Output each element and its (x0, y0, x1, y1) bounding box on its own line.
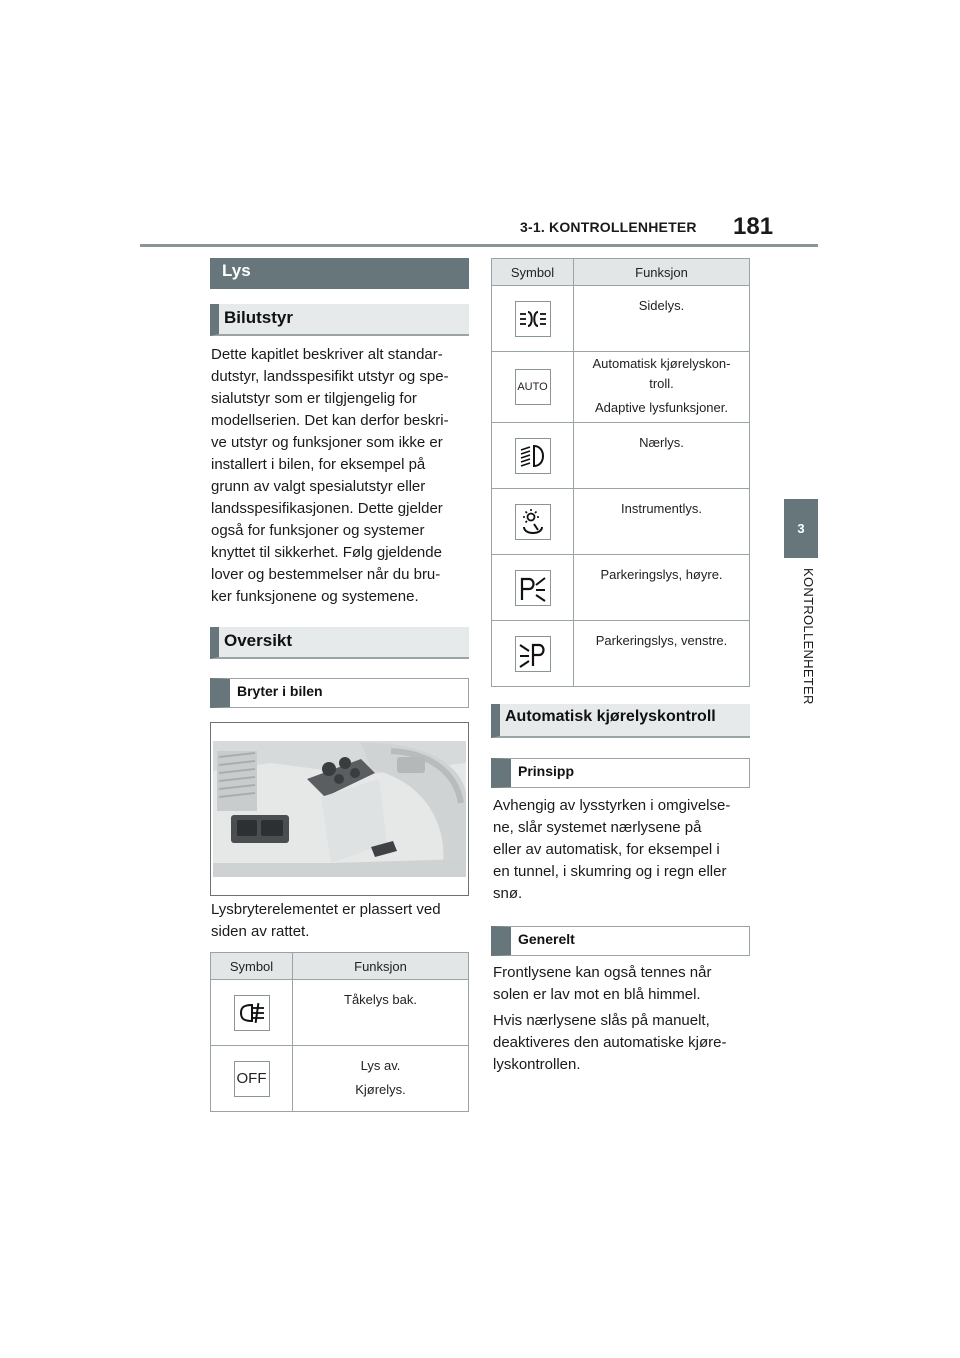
rear-fog-light-icon (234, 995, 270, 1031)
off-icon: OFF (234, 1061, 270, 1097)
function-cell (574, 423, 750, 489)
function-cell (574, 621, 750, 687)
text-line: Lysbryterelementet er plassert ved (211, 901, 441, 918)
heading-automatisk-kjorelyskontroll: Automatisk kjørelyskontroll (491, 704, 750, 738)
text-line: grunn av valgt spesialutstyr eller (211, 478, 426, 495)
heading-oversikt: Oversikt (210, 627, 469, 659)
table-row (492, 621, 750, 687)
function-text: Instrumentlys. (621, 501, 702, 516)
text-line: ker funksjonene og systemene. (211, 588, 419, 605)
text-line: ne, slår systemet nærlysene på (493, 819, 702, 836)
function-cell (293, 980, 469, 1046)
table-row (492, 555, 750, 621)
text-line: siden av rattet. (211, 923, 310, 940)
text-line: Avhengig av lysstyrken i omgivelse- (493, 797, 731, 814)
symbol-cell (211, 1046, 293, 1112)
symbol-cell (492, 423, 574, 489)
chapter-tab-number: 3 (784, 499, 818, 558)
function-cell (574, 489, 750, 555)
heading-lys: Lys (210, 258, 469, 289)
intro-paragraph (211, 344, 473, 608)
text-line: også for funksjoner og systemer (211, 522, 425, 539)
function-cell (574, 352, 750, 423)
side-lights-icon (515, 301, 551, 337)
chapter-tab-label: KONTROLLENHETER (801, 568, 816, 705)
auto-icon: AUTO (515, 369, 551, 405)
light-switch-illustration (211, 723, 468, 895)
text-line: sialutstyr som er tilgjengelig for (211, 390, 417, 407)
table-header-row (492, 259, 750, 286)
function-text: Sidelys. (638, 298, 685, 313)
text-line: snø. (493, 885, 523, 902)
text-line: Frontlysene kan også tennes når (493, 964, 712, 981)
table-row (492, 489, 750, 555)
function-text: Parkeringslys, venstre. (595, 633, 728, 648)
function-text: Automatisk kjørelyskon- (592, 356, 731, 371)
function-cell (574, 555, 750, 621)
column-header-symbol: Symbol (211, 953, 293, 980)
symbol-table-right (491, 258, 750, 687)
prinsipp-paragraph (493, 795, 755, 905)
symbol-table-left (210, 952, 469, 1112)
text-line: en tunnel, i skumring og i regn eller (493, 863, 727, 880)
function-text: Adaptive lysfunksjoner. (595, 400, 728, 415)
generelt-paragraph-2 (493, 1010, 755, 1076)
symbol-cell (211, 980, 293, 1046)
instrument-lighting-icon (515, 504, 551, 540)
function-text: Kjørelys. (355, 1082, 406, 1097)
low-beam-icon (515, 438, 551, 474)
column-header-function: Funksjon (293, 953, 469, 980)
symbol-cell (492, 286, 574, 352)
table-row (492, 423, 750, 489)
text-line: modellserien. Det kan derfor beskri- (211, 412, 449, 429)
symbol-cell (492, 555, 574, 621)
text-line: ve utstyr og funksjoner som ikke er (211, 434, 443, 451)
table-row (492, 352, 750, 423)
text-line: lover og bestemmelser når du bru- (211, 566, 441, 583)
subheading-bryter-i-bilen: Bryter i bilen (210, 678, 469, 708)
light-switch-photo (210, 722, 469, 896)
column-header-symbol: Symbol (492, 259, 574, 286)
text-line: deaktiveres den automatiske kjøre- (493, 1034, 727, 1051)
subheading-generelt: Generelt (491, 926, 750, 956)
header-rule (140, 244, 818, 247)
function-cell (293, 1046, 469, 1112)
text-line: knyttet til sikkerhet. Følg gjeldende (211, 544, 442, 561)
function-cell (574, 286, 750, 352)
text-line: Dette kapitlet beskriver alt standar- (211, 346, 443, 363)
photo-caption (211, 899, 473, 943)
subheading-prinsipp: Prinsipp (491, 758, 750, 788)
symbol-cell (492, 489, 574, 555)
text-line: Hvis nærlysene slås på manuelt, (493, 1012, 710, 1029)
section-title: 3-1. KONTROLLENHETER (520, 219, 697, 235)
generelt-paragraph-1 (493, 962, 755, 1006)
function-text: Tåkelys bak. (344, 992, 417, 1007)
table-row (492, 286, 750, 352)
symbol-cell (492, 352, 574, 423)
table-row (211, 980, 469, 1046)
table-header-row (211, 953, 469, 980)
symbol-cell (492, 621, 574, 687)
text-line: lyskontrollen. (493, 1056, 581, 1073)
function-text: Lys av. (360, 1058, 401, 1073)
table-row (211, 1046, 469, 1112)
function-text: Nærlys. (639, 435, 684, 450)
text-line: installert i bilen, for eksempel på (211, 456, 426, 473)
text-line: eller av automatisk, for eksempel i (493, 841, 720, 858)
column-header-function: Funksjon (574, 259, 750, 286)
parking-light-right-icon (515, 570, 551, 606)
page-number: 181 (733, 213, 774, 240)
text-line: dutstyr, landsspesifikt utstyr og spe- (211, 368, 449, 385)
function-text: Parkeringslys, høyre. (600, 567, 723, 582)
function-text: troll. (649, 376, 674, 391)
text-line: landsspesifikasjonen. Dette gjelder (211, 500, 443, 517)
text-line: solen er lav mot en blå himmel. (493, 986, 701, 1003)
parking-light-left-icon (515, 636, 551, 672)
heading-bilutstyr: Bilutstyr (210, 304, 469, 336)
